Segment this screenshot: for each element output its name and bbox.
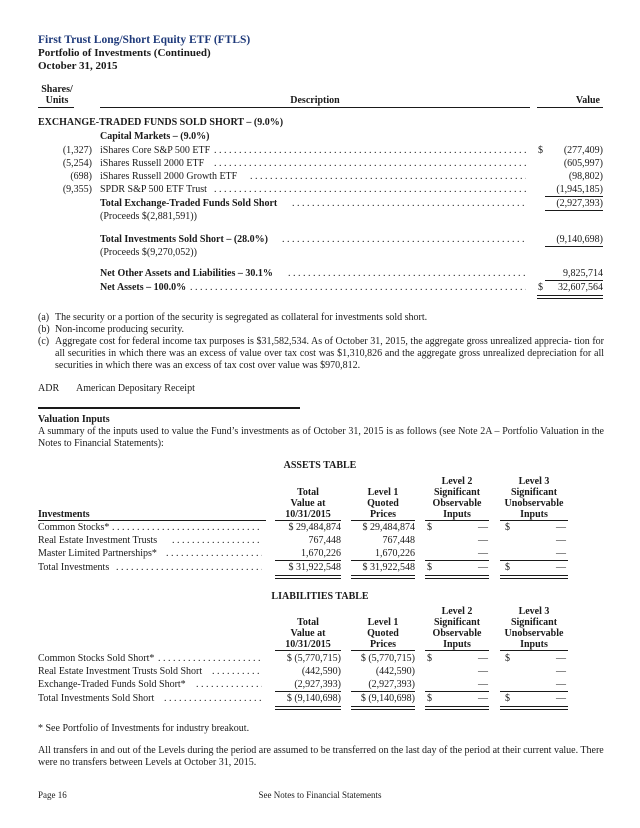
total-value: $ (9,140,698) [286,693,341,704]
level1-value: $ (5,770,715) [360,653,415,664]
leader-dots [214,158,526,169]
level3-value: — [556,548,566,559]
holding-value: (1,945,185) [556,184,603,195]
valuation-title: Valuation Inputs [38,414,110,425]
fund-title: First Trust Long/Short Equity ETF (FTLS) [38,34,251,46]
level1-value: 767,448 [382,535,415,546]
holding-name: iShares Core S&P 500 ETF [100,145,211,156]
level1-value: (2,927,393) [368,679,415,690]
level3-value: — [556,666,566,677]
level3-header: Level 3 Significant Unobservable Inputs [504,606,564,650]
section-divider [38,407,300,409]
level3-value: — [556,535,566,546]
page-number: Page 16 [38,790,67,800]
holding-shares: (698) [70,171,92,182]
level1-value: $ (9,140,698) [360,693,415,704]
liabilities-table-title: LIABILITIES TABLE [271,591,369,602]
holding-value: (605,997) [563,158,603,169]
holding-name: iShares Russell 2000 ETF [100,158,205,169]
leader-dots [212,666,262,677]
leader-dots [158,653,262,664]
level2-header: Level 2 Significant Observable Inputs [432,606,482,650]
total-value: $ 29,484,874 [288,522,341,533]
holding-shares: (5,254) [62,158,92,169]
holding-value: (277,409) [563,145,603,156]
leader-dots [166,548,262,559]
total-value: $ 31,922,548 [288,562,341,573]
holding-shares: (1,327) [62,145,92,156]
net-other-value: 9,825,714 [563,268,603,279]
etf-total-label: Total Exchange-Traded Funds Sold Short [100,198,278,209]
row-label: Master Limited Partnerships* [38,548,157,559]
level1-header: Level 1 Quoted Prices [367,487,399,520]
level2-value: — [478,693,488,704]
footnote: (c) Aggregate cost for federal income tax purposes is $31,582,534. As of October 31, 2015, the aggregate gross unrealized apprecia- tion for all securities in which there was an excess of value over tax cost was $1,310,826 and the aggregate gross unrealized depreciation for all securities in which there was an excess of tax cost over value was $970,812. [38,336,604,371]
footer-note: See Notes to Financial Statements [258,790,382,800]
holding-shares: (9,355) [62,184,92,195]
transfers-note: All transfers in and out of the Levels during the period are assumed to be transferred on the last day of the period at their current value. There were no transfers between Levels at October 31, 2015. [38,745,604,768]
level2-value: — [478,679,488,690]
level3-header: Level 3 Significant Unobservable Inputs [504,476,564,520]
level3-value: — [556,562,566,573]
level2-value: — [478,548,488,559]
leader-dots [116,562,262,573]
row-label: Common Stocks* [38,522,110,533]
etf-total-value: (2,927,393) [556,198,603,209]
section-title: EXCHANGE-TRADED FUNDS SOLD SHORT – (9.0%) [38,117,284,128]
leader-dots [250,171,526,182]
leader-dots [172,535,262,546]
leader-dots [282,234,526,245]
level1-header: Level 1 Quoted Prices [367,617,399,650]
abbreviation-meaning: American Depositary Receipt [76,383,195,394]
leader-dots [112,522,262,533]
dollar-sign: $ [538,282,543,293]
total-value: $ (5,770,715) [286,653,341,664]
level2-value: — [478,666,488,677]
leader-dots [164,693,262,704]
net-assets-label: Net Assets – 100.0% [100,282,187,293]
holding-name: iShares Russell 2000 Growth ETF [100,171,238,182]
assets-table-title: ASSETS TABLE [283,460,357,471]
total-value: 767,448 [308,535,341,546]
dollar-sign: $ [538,145,543,156]
leader-dots [214,184,526,195]
value-header: Value [575,95,600,106]
level3-value: — [556,679,566,690]
investments-sold-label: Total Investments Sold Short – (28.0%) [100,234,268,245]
row-label: Real Estate Investment Trusts Sold Short [38,666,203,677]
level2-value: — [478,562,488,573]
total-value: 1,670,226 [301,548,341,559]
footnote: (b) Non-income producing security. [38,324,185,335]
document-subtitle: Portfolio of Investments (Continued) [38,47,211,59]
etf-proceeds: (Proceeds $(2,881,591)) [100,211,197,222]
leader-dots [214,145,526,156]
level2-value: — [478,522,488,533]
investments-sold-value: (9,140,698) [556,234,603,245]
description-header: Description [290,95,340,106]
net-assets-value: 32,607,564 [558,282,603,293]
total-value-header: Total Value at 10/31/2015 [285,617,331,650]
level1-value: $ 29,484,874 [362,522,415,533]
row-label: Exchange-Traded Funds Sold Short* [38,679,186,690]
breakout-note: * See Portfolio of Investments for industry breakout. [38,723,250,734]
investments-sold-proceeds: (Proceeds $(9,270,052)) [100,247,197,258]
row-label: Common Stocks Sold Short* [38,653,155,664]
level1-value: $ 31,922,548 [362,562,415,573]
total-value: (2,927,393) [294,679,341,690]
abbreviation-code: ADR [38,383,60,394]
valuation-intro: A summary of the inputs used to value the Fund’s investments as of October 31, 2015 is as follows (see Note 2A – Portfolio Valuation in the Notes to Financial Statements): [38,426,604,449]
shares-units-header: Shares/ Units [41,84,73,106]
holding-value: (98,802) [568,171,603,182]
level1-value: (442,590) [375,666,415,677]
leader-dots [292,198,526,209]
total-value-header: Total Value at 10/31/2015 [285,487,331,520]
level2-value: — [478,653,488,664]
subsection-title: Capital Markets – (9.0%) [100,131,210,142]
holding-name: SPDR S&P 500 ETF Trust [100,184,207,195]
net-other-label: Net Other Assets and Liabilities – 30.1% [100,268,273,279]
level3-value: — [556,653,566,664]
footnote: (a) The security or a portion of the security is segregated as collateral for investments sold short. [38,312,428,323]
level2-header: Level 2 Significant Observable Inputs [432,476,482,520]
level3-value: — [556,522,566,533]
leader-dots [288,268,526,279]
level2-value: — [478,535,488,546]
level1-value: 1,670,226 [375,548,415,559]
row-label: Real Estate Investment Trusts [38,535,158,546]
investments-header: Investments [38,509,90,520]
leader-dots [196,679,262,690]
total-value: (442,590) [301,666,341,677]
report-date: October 31, 2015 [38,60,118,72]
row-label: Total Investments Sold Short [38,693,155,704]
row-label: Total Investments [38,562,110,573]
leader-dots [190,282,526,293]
level3-value: — [556,693,566,704]
